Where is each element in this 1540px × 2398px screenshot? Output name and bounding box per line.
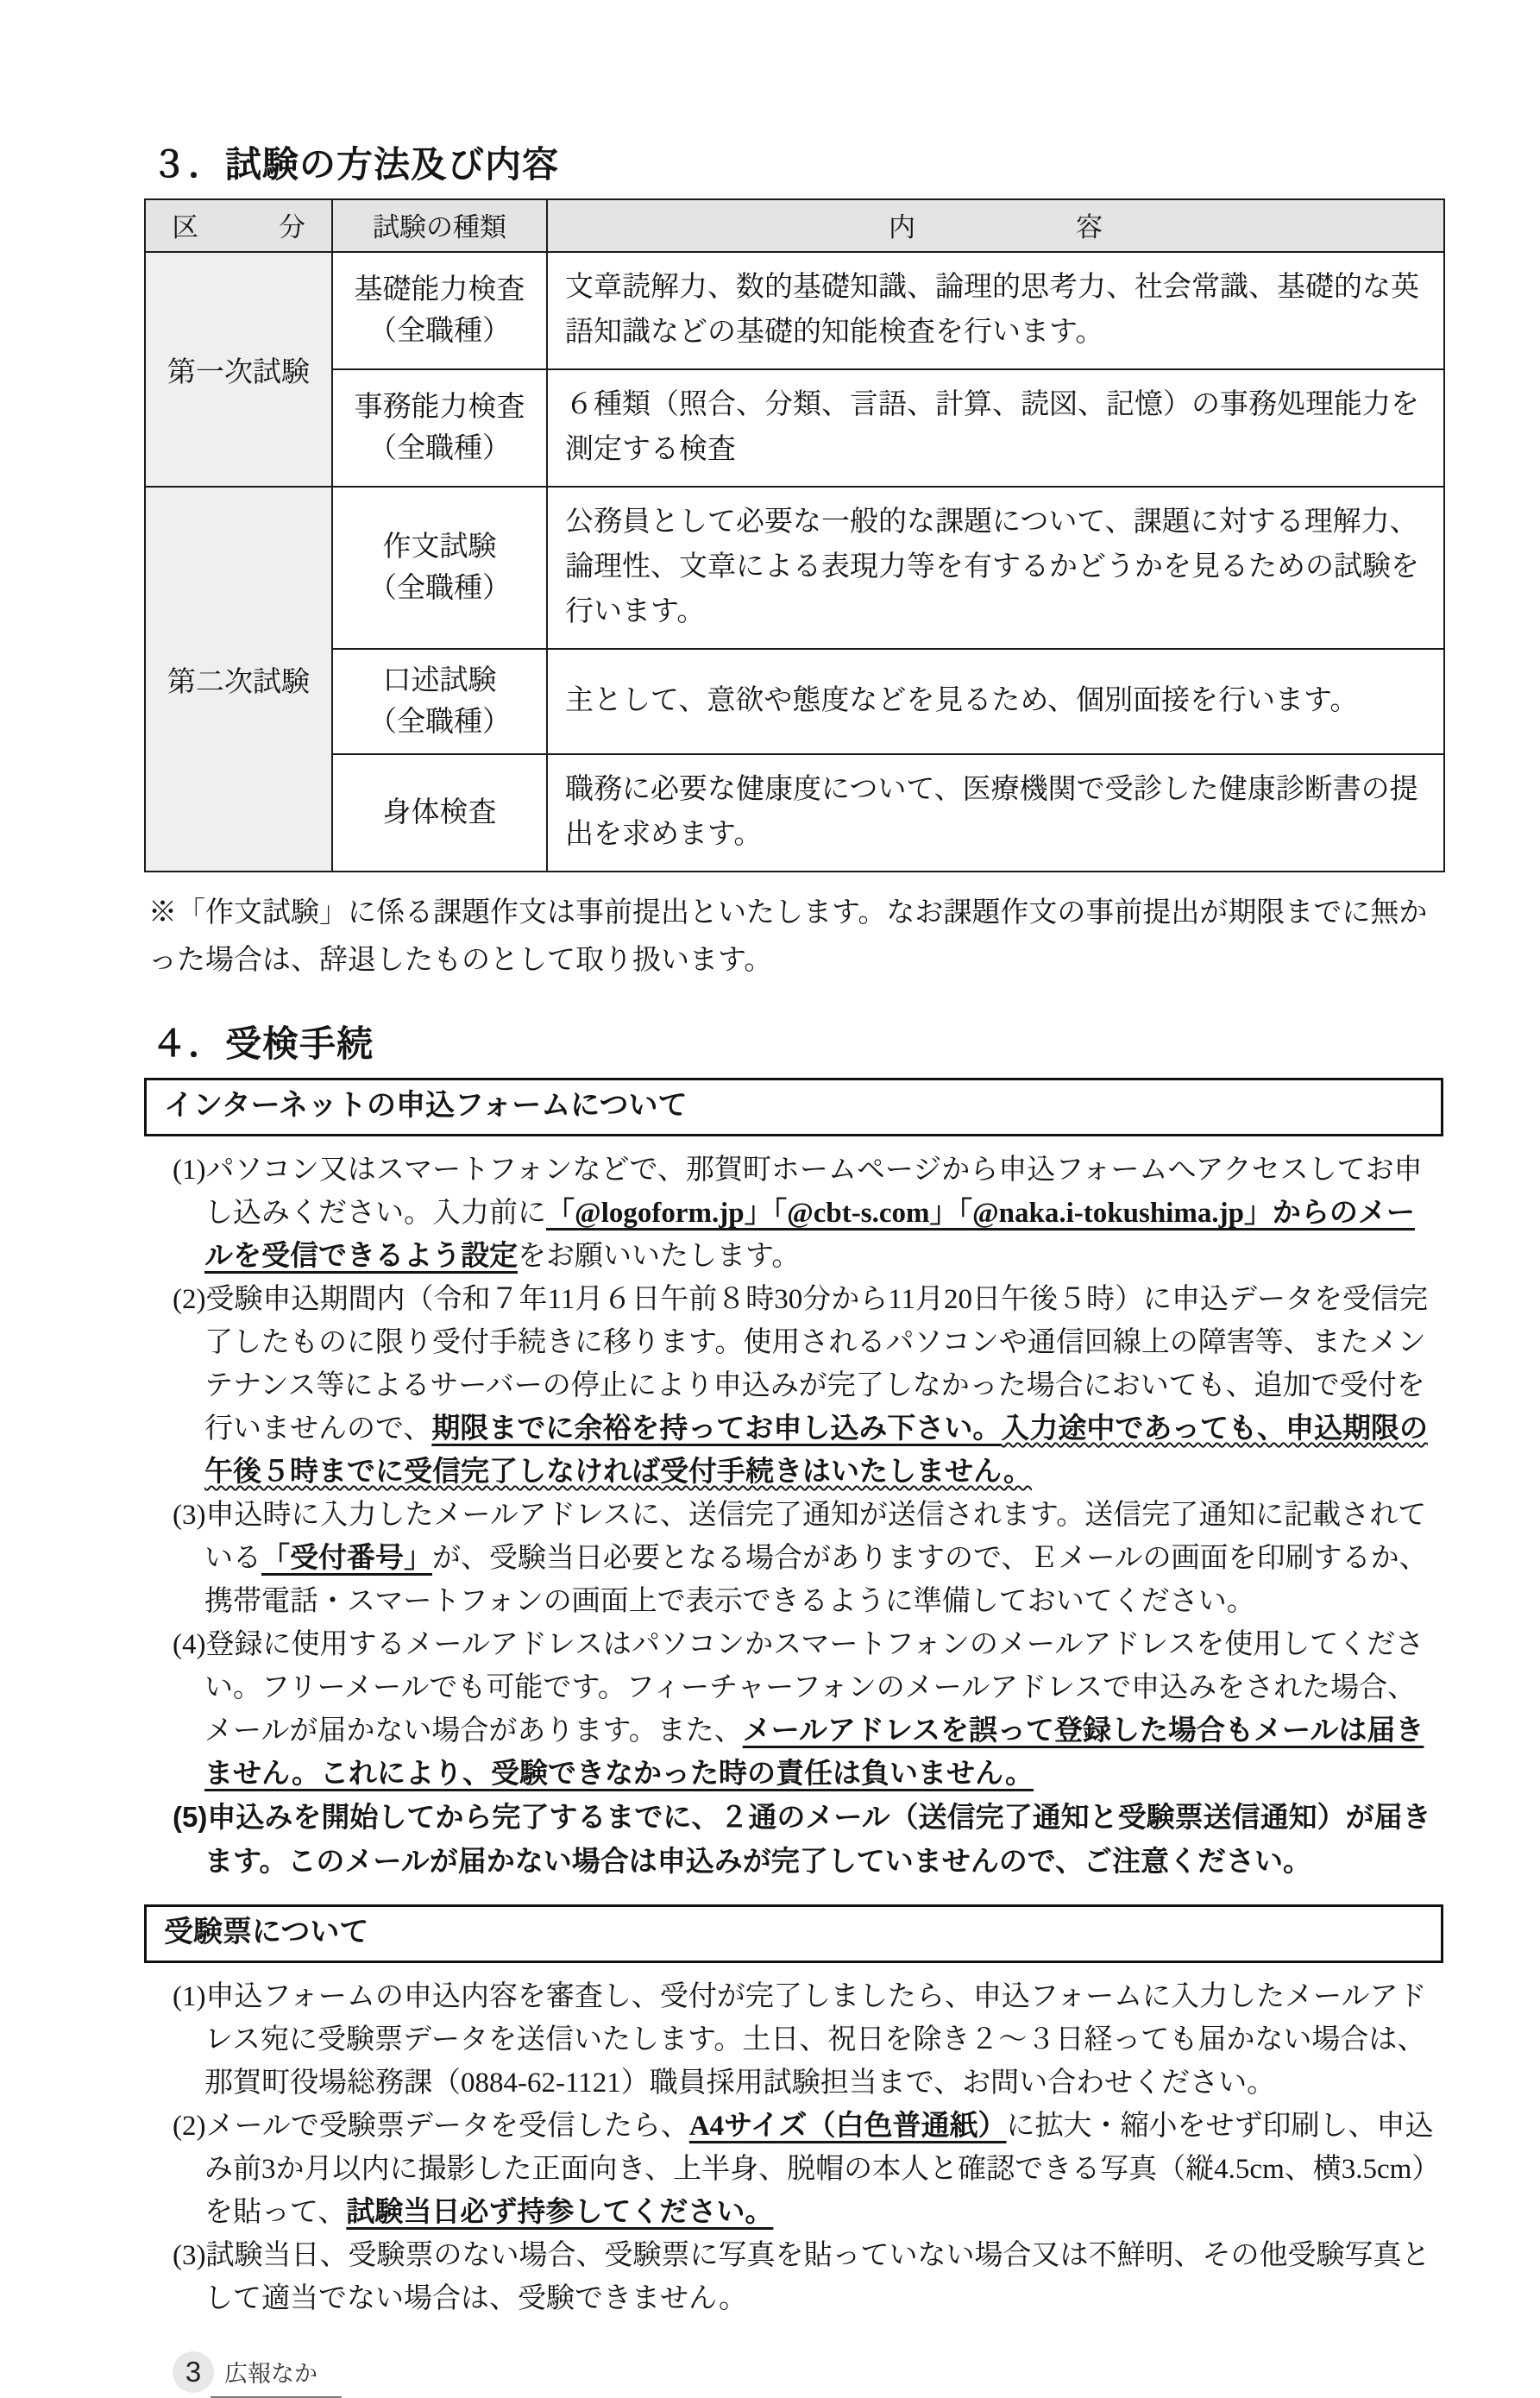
item-text-emphasis: メールアドレスを誤って登録した場合もメールは届きません。これにより、受験できなかった時の責任は負いません。 <box>204 1715 1424 1791</box>
exam-content-cell: 職務に必要な健康度について、医療機関で受診した健康診断書の提出を求めます。 <box>547 754 1444 872</box>
item-text: (1)パソコン又はスマートフォンなどで、那賀町ホームページから申込フォームへアクセスしてお申し込みください。入力前に <box>173 1155 1423 1230</box>
category-cell-second-exam: 第二次試験 <box>145 487 332 872</box>
exam-methods-table <box>144 198 1445 872</box>
item-text: (2)受験申込期間内（令和７年11月６日午前８時30分から11月20日午後５時）に申込データを受信完了したものに限り受付手続きに移ります。使用されるパソコンや通信回線上の障害等、またメンテナンス等によるサーバーの停止により申込みが完了しなかった場合においても、追加で受付を行いませんので、 <box>173 1284 1429 1445</box>
exam-type-cell <box>332 754 547 872</box>
exam-type-name: 基礎能力検査 <box>354 274 525 306</box>
list-item-1 <box>173 1975 1437 2105</box>
item-text-emphasis: 期限までに余裕を持ってお申し込み下さい。 <box>431 1413 1002 1445</box>
table-row <box>145 487 1444 649</box>
internet-form-items <box>173 1149 1437 1884</box>
item-text-emphasis-wavy: 入力途中であっても、申込期限の午後５時までに受信完了しなければ受付手続きはいたしません。 <box>204 1413 1429 1489</box>
item-text: に拡大・縮小をせず印刷し、申込み前3か月以内に撮影した正面向き、上半身、脱帽の本人と確認できる写真（縦4.5cm、横3.5cm）を貼って、 <box>204 2110 1434 2228</box>
col-header-content: 内 容 <box>547 199 1444 252</box>
subsection-box-internet-form <box>144 1078 1443 1136</box>
subsection-title: 受験票について <box>164 1916 369 1949</box>
col-header-exam-type: 試験の種類 <box>332 199 547 252</box>
list-item-2 <box>173 2105 1437 2234</box>
essay-presubmission-note: ※「作文試験」に係る課題作文は事前提出といたします。なお課題作文の事前提出が期限までに無かった場合は、辞退したものとして取り扱います。 <box>148 897 1428 977</box>
item-text: をお願いいたします。 <box>518 1241 801 1273</box>
exam-type-scope: （全職種） <box>368 573 511 605</box>
item-text-emphasis: A4サイズ（白色普通紙） <box>688 2110 1007 2142</box>
list-item-4 <box>173 1623 1437 1796</box>
list-item-1 <box>173 1149 1437 1278</box>
table-row <box>145 369 1444 487</box>
item-text: (4)登録に使用するメールアドレスはパソコンかスマートフォンのメールアドレスを使用してください。フリーメールでも可能です。フィーチャーフォンのメールアドレスで申込みをされた場合、メールが届かない場合があります。また、 <box>173 1629 1424 1747</box>
exam-content-cell: 主として、意欲や態度などを見るため、個別面接を行います。 <box>547 649 1444 754</box>
item-text: (3)試験当日、受験票のない場合、受験票に写真を貼っていない場合又は不鮮明、その他受験写真として適当でない場合は、受験できません。 <box>173 2239 1430 2314</box>
category-cell-first-exam: 第一次試験 <box>145 252 332 487</box>
table-row <box>145 754 1444 872</box>
item-text: (2)メールで受験票データを受信したら、 <box>173 2110 689 2142</box>
table-header-row <box>145 199 1444 252</box>
publication-name: 広報なか <box>211 2355 342 2398</box>
item-text: が、受験当日必要となる場合がありますので、Ｅメールの画面を印刷するか、携帯電話・スマートフォンの画面上で表示できるように準備しておいてください。 <box>204 1543 1428 1618</box>
item-text-bold: (5)申込みを開始してから完了するまでに、２通のメール（送信完了通知と受験票送信通知）が届きます。このメールが届かない場合は申込みが完了していませんので、ご注意ください。 <box>173 1801 1431 1878</box>
table-row <box>145 649 1444 754</box>
item-text-emphasis: 「受付番号」 <box>261 1543 432 1575</box>
col-header-category: 区 分 <box>145 199 332 252</box>
table-row <box>145 252 1444 369</box>
list-item-2 <box>173 1278 1437 1494</box>
exam-type-name: 事務能力検査 <box>354 392 525 424</box>
page-number-badge <box>173 2351 214 2393</box>
exam-type-name: 身体検査 <box>382 797 497 829</box>
item-text: (1)申込フォームの申込内容を審査し、受付が完了しましたら、申込フォームに入力したメールアドレス宛に受験票データを送信いたします。土日、祝日を除き２～３日経っても届かない場合は、那賀町役場総務課（0884-62-1121）職員採用試験担当まで、お問い合わせください。 <box>173 1980 1427 2099</box>
section4-heading: ４．受検手続 <box>151 1023 374 1065</box>
page-footer <box>173 2351 1443 2398</box>
exam-type-name: 口述試験 <box>382 665 497 697</box>
page-number: 3 <box>185 2355 202 2388</box>
exam-type-cell <box>332 487 547 649</box>
list-item-3 <box>173 2234 1437 2320</box>
exam-ticket-items <box>173 1975 1437 2320</box>
exam-type-scope: （全職種） <box>368 316 511 348</box>
exam-type-name: 作文試験 <box>382 532 497 563</box>
subsection-title: インターネットの申込フォームについて <box>164 1089 688 1123</box>
exam-content-cell: 公務員として必要な一般的な課題について、課題に対する理解力、論理性、文章による表現力等を有するかどうかを見るための試験を行います。 <box>547 487 1444 649</box>
item-text-emphasis: 「@logoform.jp」「@cbt-s.com」「@naka.i-tokushima.jp」からのメールを受信できるよう設定 <box>204 1198 1415 1273</box>
list-item-3 <box>173 1494 1437 1623</box>
item-text-emphasis: 試験当日必ず持参してください。 <box>346 2196 774 2228</box>
exam-content-cell: ６種類（照合、分類、言語、計算、読図、記憶）の事務処理能力を測定する検査 <box>547 369 1444 487</box>
exam-type-cell <box>332 649 547 754</box>
exam-type-scope: （全職種） <box>368 433 511 465</box>
exam-type-scope: （全職種） <box>368 707 511 739</box>
exam-type-cell <box>332 369 547 487</box>
subsection-box-exam-ticket <box>144 1904 1443 1963</box>
exam-type-cell <box>332 252 547 369</box>
section3-heading: ３．試験の方法及び内容 <box>151 144 560 185</box>
list-item-5 <box>173 1796 1437 1884</box>
item-text: (3)申込時に入力したメールアドレスに、送信完了通知が送信されます。送信完了通知に記載されている <box>173 1500 1427 1575</box>
exam-content-cell: 文章読解力、数的基礎知識、論理的思考力、社会常識、基礎的な英語知識などの基礎的知能検査を行います。 <box>547 252 1444 369</box>
